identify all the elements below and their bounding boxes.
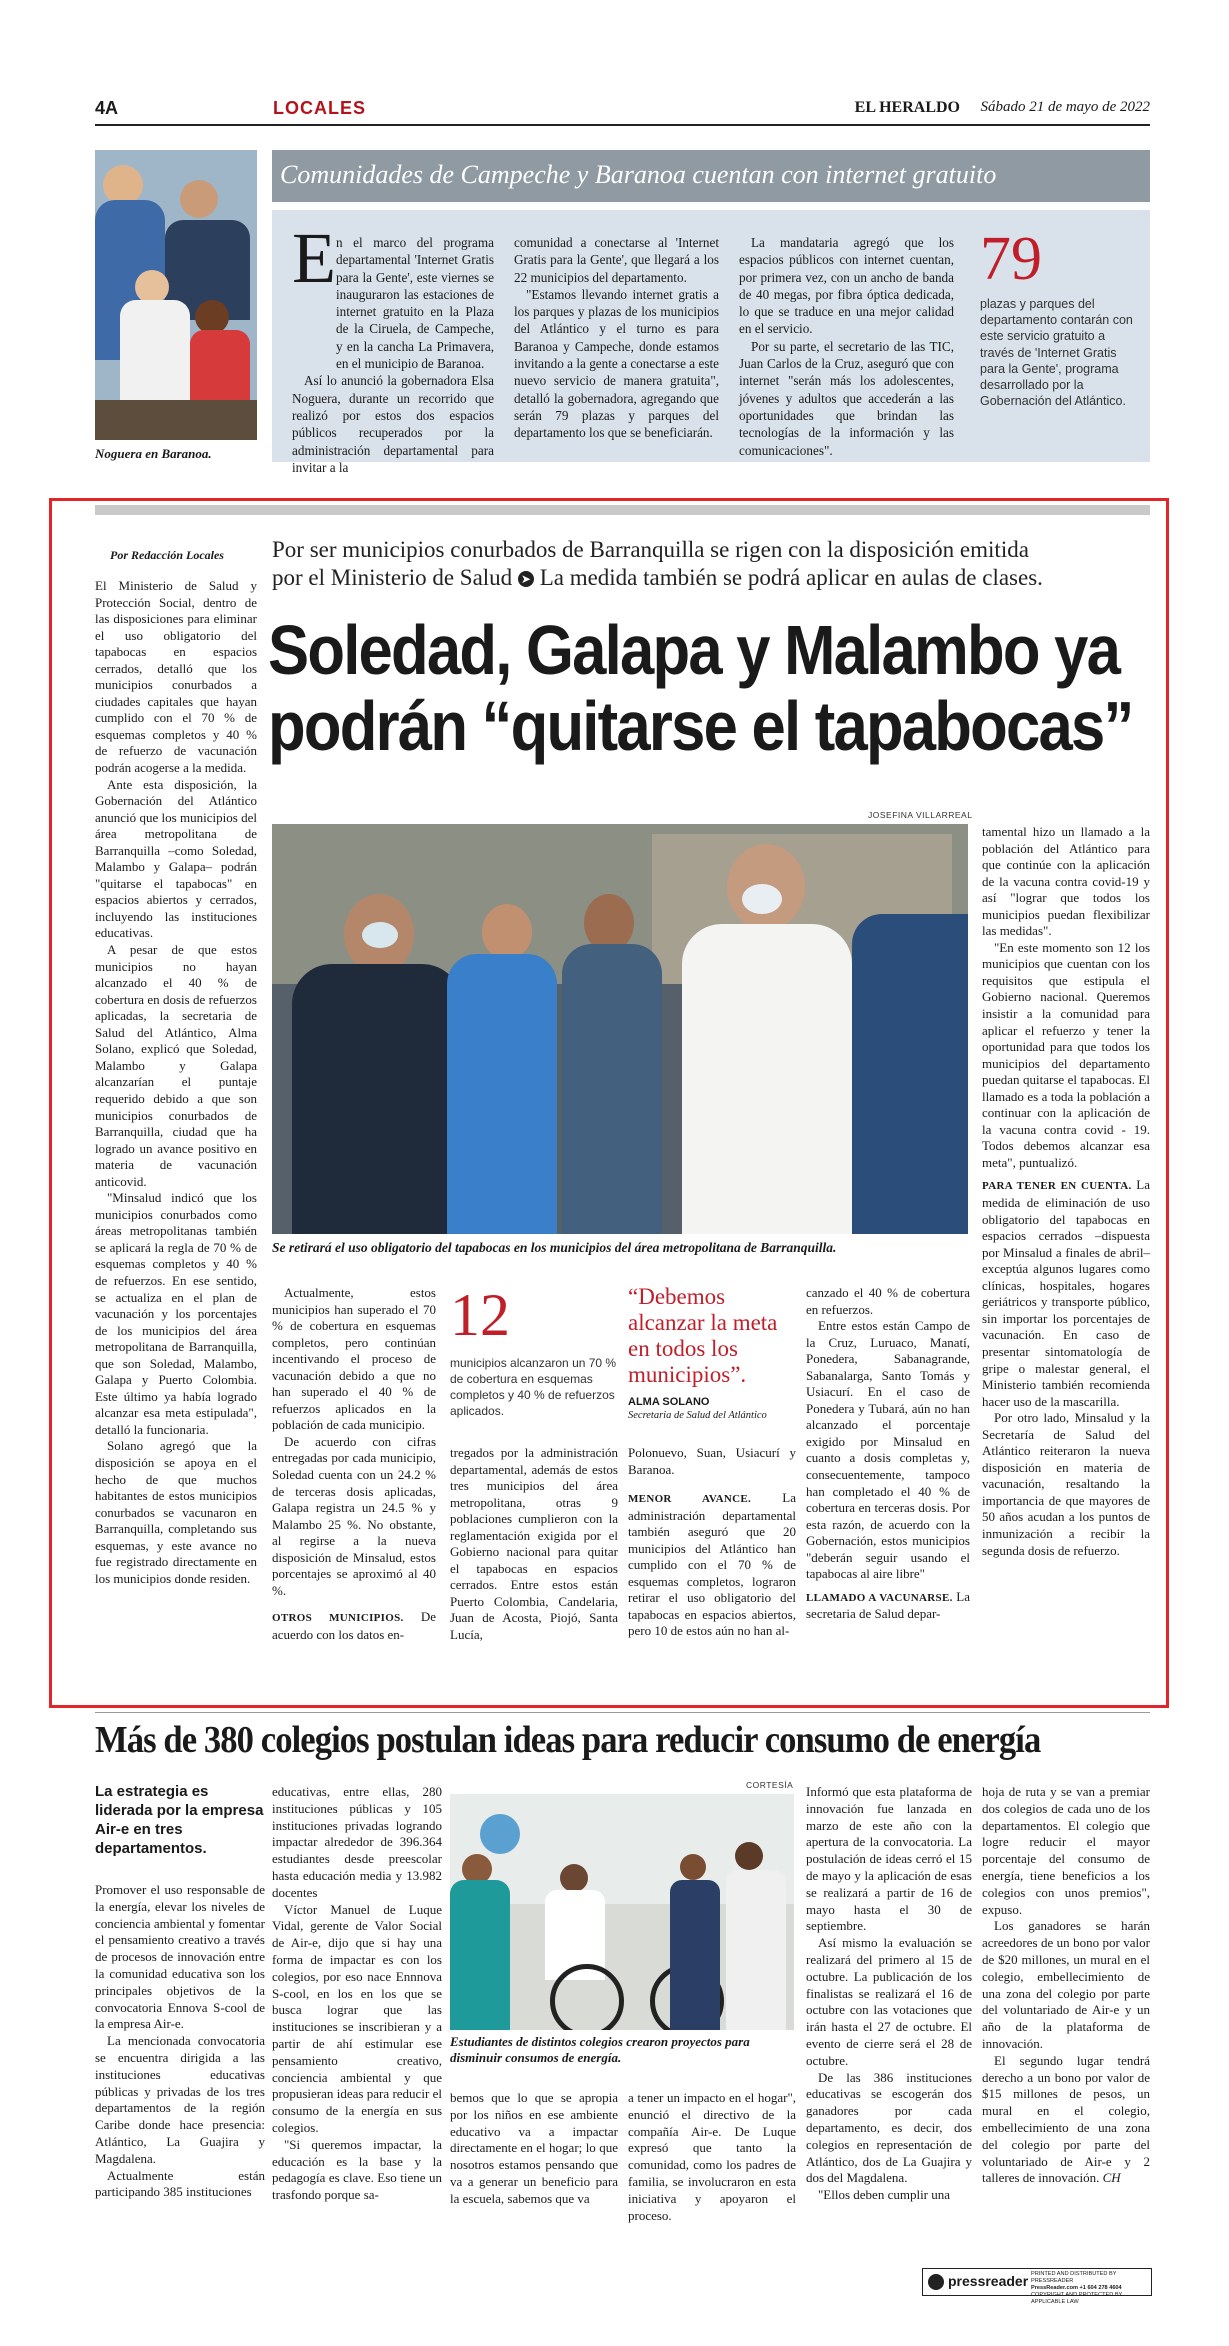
- subhead: LLAMADO A VACUNARSE.: [806, 1591, 953, 1604]
- paragraph: Por otro lado, Minsalud y la Secretaría de Salud del Atlántico reiteraron la nueva disposición en materia de vacunación, resaltando la importancia de que mayores de 50 años acudan a los puntos de inmunización a recibir la segunda dosis de refuerzo.: [982, 1410, 1150, 1558]
- paragraph: La mencionada convocatoria se encuentra dirigida a las instituciones educativas públicas y privadas de los tres departamentos de la región Caribe donde hace presencia: Atlántico, La Guajira y Magdalena.: [95, 2033, 265, 2166]
- kicker-line-1: Por ser municipios conurbados de Barranquilla se rigen con la disposición emitida: [272, 537, 1029, 562]
- students-bicycle-photo: [450, 1794, 794, 2030]
- baranoa-photo: [95, 150, 257, 440]
- paragraph: comunidad a conectarse al 'Internet Gratis para la Gente', que llegará a los 22 municipios del departamento.: [514, 235, 719, 285]
- main-mid-col-3: [628, 1445, 796, 1640]
- main-headline-line-2: podrán “quitarse el tapabocas”: [268, 687, 1133, 765]
- footer-fine-print-3: COPYRIGHT AND PROTECTED BY APPLICABLE LAW: [1031, 2292, 1123, 2305]
- subhead: MENOR AVANCE.: [628, 1493, 752, 1506]
- main-stat-number: 12: [450, 1282, 510, 1348]
- paragraph-text: La medida de eliminación de uso obligatorio del tapabocas en espacios cerrados –dispuesta por Minsalud a finales de abril– exceptúa algunos lugares como clínicas, hospitales, hogares geriátricos y transporte público, sin importar los porcentajes de vacunación. En caso de presentar sintomatología de gripe o malestar general, el Ministerio también recomienda hacer uso de la mascarilla.: [982, 1177, 1150, 1409]
- paragraph: "En este momento son 12 los municipios que cuentan con los requisitos que estipula el Gobierno nacional. Queremos insistir a la comunidad para aplicar el refuerzo y tener la oportunidad para que todos los municipios del departamento puedan quitarse el tapabocas. El llamado es a toda la población a continuar con la aplicación de la vacuna contra covid - 19. Todos debemos alcanzar esa meta", puntualizó.: [982, 939, 1150, 1170]
- top-story-banner: [272, 150, 1150, 202]
- top-stat-number: 79: [980, 225, 1042, 293]
- paragraph: [982, 2053, 1150, 2187]
- pressreader-logo-icon: [928, 2274, 944, 2290]
- footer-fine-print-1: PRINTED AND DISTRIBUTED BY PRESSREADER: [1031, 2271, 1117, 2284]
- paragraph: Víctor Manuel de Luque Vidal, gerente de Valor Social de Air-e, dijo que si hay una forma de impactar es con los colegios, por eso nace Ennnova S-cool, en los en los que se busca lograr que las instituciones se inscribieran y a partir de ahí estimular ese pensamiento creativo, conciencia ambiental y que propusieran ideas para reducir el consumo de la energía en sus colegios.: [272, 1901, 442, 2135]
- paragraph: canzado el 40 % de cobertura en refuerzos.: [806, 1285, 970, 1317]
- paragraph: [628, 1490, 796, 1640]
- bottom-col-4: [628, 2090, 796, 2224]
- paragraph: [806, 1589, 970, 1623]
- paragraph: La mandataria agregó que los espacios públicos con internet cuentan, por primera vez, con un ancho de banda de 40 megas, por fibra óptica dedicada, lo que se traduce en una mejor calidad en el servicio.: [739, 235, 954, 337]
- pull-quote: “Debemos alcanzar la meta en todos los municipios”.: [628, 1284, 778, 1387]
- main-story-rule: [95, 505, 1150, 515]
- paragraph: Así mismo la evaluación se realizará del primero al 15 de octubre. La publicación de los finalistas se realizará el 16 de octubre con las votaciones que irán hasta el 27 de octubre. El evento de cierre será el 28 de octubre.: [806, 1935, 972, 2068]
- drop-cap: E: [292, 218, 336, 298]
- paragraph: Polonuevo, Suan, Usiacurí y Baranoa.: [628, 1445, 796, 1477]
- main-headline: [268, 611, 1133, 765]
- bottom-photo-caption: Estudiantes de distintos colegios crearon proyectos para disminuir consumos de energía.: [450, 2034, 750, 2065]
- page-number: 4A: [95, 98, 119, 118]
- paragraph: Por su parte, el secretario de las TIC, Juan Carlos de la Cruz, aseguró que con internet "serán más los adolescentes, jóvenes y adultos que accederán a las oportunidades que brindan las tecnologías de la información y las comunicaciones".: [739, 338, 954, 458]
- bottom-rule: [95, 1712, 1150, 1713]
- top-stat-text: plazas y parques del departamento contarán con este servicio gratuito a través de 'Internet Gratis para la Gente', programa desarrollado por la Gobernación del Atlántico.: [980, 297, 1133, 409]
- top-col-1: [292, 234, 494, 476]
- paragraph: "Minsalud indicó que los municipios conurbados como áreas metropolitanas también se aplicará la regla de 70 % de esquemas completos y 40 % de refuerzos. En ese sentido, se actualiza en el plan de vacunación y los porcentajes de los municipios del área metropolitana de Barranquilla, que son Soledad, Malambo, Galapa y Puerto Colombia. Este último ya había logrado alcanzar esa meta estipulada", detalló la funcionaria.: [95, 1190, 257, 1437]
- paragraph: tamental hizo un llamado a la población del Atlántico para que continúe con la aplicación de la vacuna contra covid-19 y así "lograr que todos los municipios puedan flexibilizar las medidas".: [982, 824, 1150, 939]
- bottom-photo-credit: CORTESÍA: [746, 1780, 794, 1790]
- kicker-line-2: por el Ministerio de Salud: [272, 565, 513, 590]
- bottom-lede: La estrategia es liderada por la empresa Air-e en tres departamentos.: [95, 1783, 264, 1857]
- pressreader-footer: [922, 2268, 1152, 2305]
- issue-date: Sábado 21 de mayo de 2022: [980, 99, 1150, 115]
- main-left-col: [95, 578, 257, 1587]
- paragraph: Así lo anunció la gobernadora Elsa Noguera, durante un recorrido que realizó por estos dos espacios públicos recuperados por la administración departamental para invitar a la: [292, 373, 494, 475]
- main-mid-col-2: [450, 1445, 618, 1644]
- bottom-col-3: [450, 2090, 618, 2208]
- top-photo-caption: Noguera en Baranoa.: [95, 446, 212, 461]
- paragraph: n el marco del programa departamental 'Internet Gratis para la Gente', este viernes se inauguraron las estaciones de internet gratuito en la Plaza de la Ciruela, de Campeche, y en la cancha La Primavera, en el municipio de Baranoa.: [336, 235, 494, 372]
- bottom-col-2: [272, 1784, 442, 2204]
- paragraph: bemos que lo que se apropia por los niños en ese ambiente educativo va a impactar directamente en el hogar; lo que nosotros estamos pensando que va a generar un beneficio para la escuela, sabemos que va: [450, 2090, 618, 2206]
- subhead: OTROS MUNICIPIOS.: [272, 1612, 404, 1625]
- paragraph: "Ellos deben cumplir una: [818, 2187, 951, 2203]
- page-header: [95, 96, 1150, 126]
- main-headline-line-1: Soledad, Galapa y Malambo ya: [268, 611, 1120, 689]
- byline: Por Redacción Locales: [110, 548, 224, 562]
- paragraph: Informó que esta plataforma de innovación fue lanzada en marzo de este año con la apertura de la convocatoria. La postulación de ideas cerró el 15 de mayo y la aplicación de esas se realizará a partir de 16 de mayo hasta el 30 de septiembre.: [806, 1784, 972, 1934]
- main-right-col: [982, 824, 1150, 1559]
- subhead: PARA TENER EN CUENTA.: [982, 1180, 1132, 1193]
- author-initials: CH: [1102, 2170, 1121, 2186]
- paragraph-text: El segundo lugar tendrá derecho a un bono por valor de $15 millones de pesos, un mural en el colegio, embellecimiento de una zona del colegio por parte del voluntariado de Air-e y 2 talleres de innovación.: [982, 2052, 1150, 2186]
- main-stat-text: municipios alcanzaron un 70 % de cobertura en esquemas completos y 40 % de refuerzos aplicados.: [450, 1356, 617, 1418]
- paragraph: De las 386 instituciones educativas se escogerán dos ganadores por cada departamento, es decir, dos colegios en representación de Atlántico, dos de La Guajira y dos del Magdalena.: [806, 2069, 972, 2186]
- paragraph: Actualmente, estos municipios han superado el 70 % de cobertura en esquemas completos, pero continúan incentivando el proceso de vacunación debido a que no han superado el 40 % de refuerzos aplicados en la población de cada municipio.: [272, 1285, 436, 1433]
- pressreader-brand: pressreader: [948, 2273, 1029, 2289]
- main-photo-credit: JOSEFINA VILLARREAL: [868, 810, 973, 820]
- arrow-circle-icon: ➤: [518, 571, 534, 587]
- bottom-col-6: [982, 1784, 1150, 2187]
- paragraph: "Si queremos impactar, la educación es la base y la pedagogía es clave. Eso tiene un trasfondo porque sa-: [272, 2136, 442, 2203]
- main-mid-col-4: [806, 1285, 970, 1623]
- paragraph: Ante esta disposición, la Gobernación del Atlántico anunció que los municipios del área metropolitana de Barranquilla –como Soledad, Malambo y Galapa– podrán "quitarse el tapabocas" en espacios abiertos y cerrados, incluyendo las instituciones educativas.: [95, 776, 257, 941]
- paragraph-text: La administración departamental también aseguró que 20 municipios del Atlántico han cumplido con el 70 % de esquemas completos, lograron retirar el uso obligatorio del tapabocas en espacios abiertos, pero 10 de estos aún no han al-: [628, 1490, 796, 1639]
- mask-crowd-photo: [272, 824, 968, 1234]
- paragraph: educativas, entre ellas, 280 instituciones públicas y 105 instituciones privadas logrando impactar alrededor de 396.364 estudiantes desde preescolar hasta educación media y 13.982 docentes: [272, 1784, 442, 1900]
- paragraph: Solano agregó que la disposición se apoya en el hecho de que muchos habitantes de estos municipios conurbados se vacunaron en Barranquilla, completando sus esquemas, y este avance no fue registrado directamente en los municipios donde residen.: [95, 1438, 257, 1586]
- paragraph: hoja de ruta y se van a premiar dos colegios de cada uno de los departamentos. El colegio que logre reducir el mayor porcentaje del consumo de energía, tiene beneficios a los colegios con unos premios", expuso.: [982, 1784, 1150, 1917]
- paragraph: El Ministerio de Salud y Protección Social, dentro de las disposiciones para eliminar el uso obligatorio del tapabocas en espacios cerrados, detalló que los municipios conurbados a ciudades capitales que hayan cumplido con el 70 % de esquemas completos y 40 % de refuerzo de vacunación podrán acogerse a la medida.: [95, 578, 257, 776]
- paragraph-text: La secretaria de Salud depar-: [806, 1588, 970, 1622]
- top-col-2: [514, 234, 719, 442]
- bottom-col-1: [95, 1882, 265, 2201]
- paragraph: tregados por la administración departamental, además de estos tres municipios del área metropolitana, otras 9 poblaciones cumplieron con la reglamentación exigida por el Gobierno nacional para quitar el tapabocas en espacios cerrados. Entre estos están Puerto Colombia, Candelaria, Juan de Acosta, Piojó, Santa Lucía,: [450, 1445, 618, 1643]
- paragraph: A pesar de que estos municipios no hayan alcanzado el 40 % de cobertura en dosis de refuerzos aplicadas, la secretaria de Salud del Atlántico, Alma Solano, explicó que Soledad, Malambo y Galapa alcanzarían el puntaje requerido debido a que son municipios conurbados de Barranquilla, ciudad que ha logrado un avance positivo en materia de vacunación anticovid.: [95, 942, 257, 1189]
- pull-quote-name: ALMA SOLANO: [628, 1396, 710, 1408]
- top-col-3: [739, 234, 954, 459]
- kicker: [272, 536, 1152, 592]
- paragraph: [272, 1609, 436, 1643]
- paragraph: Los ganadores se harán acreedores de un bono por valor de $20 millones, un mural en el colegio, embellecimiento de una zona del colegio por parte del voluntariado de Air-e y un año de la plataforma de innovación.: [982, 1918, 1150, 2051]
- main-mid-col-1: [272, 1285, 436, 1643]
- kicker-line-3: La medida también se podrá aplicar en aulas de clases.: [539, 565, 1043, 590]
- paragraph: Entre estos están Campo de la Cruz, Luruaco, Manatí, Ponedera, Sabanagrande, Sabanalarga, Santo Tomás y Usiacurí. En el caso de Ponedera y Tubará, aún no han alcanzado el porcentaje exigido por Minsalud en cuanto a dosis completas y, consecuentemente, tampoco han completado el 40 % de cobertura en terceras dosis. Por esta razón, de acuerdo con la Gobernación, estos municipios "deberán seguir usando el tapabocas al aire libre": [806, 1318, 970, 1582]
- paragraph: a tener un impacto en el hogar", enunció el directivo de la compañía Air-e. De Luque expresó que tanto la comunidad, como los padres de familia, se involucraron en esta iniciativa y apoyaron el proceso.: [628, 2090, 796, 2223]
- paragraph: "Estamos llevando internet gratis a los parques y plazas de los municipios del Atlántico y el turno es para Baranoa y Campeche, donde estamos invitando a la gente a conectarse a este nuevo servicio de manera gratuita", detalló la gobernadora, agregando que serán 79 plazas y parques del departamento los que se beneficiarán.: [514, 286, 719, 441]
- paragraph: Actualmente están participando 385 instituciones: [95, 2167, 265, 2200]
- paragraph-text: De acuerdo con los datos en-: [272, 1609, 437, 1642]
- main-photo-caption: Se retirará el uso obligatorio del tapabocas en los municipios del área metropolitana de Barranquilla.: [272, 1240, 837, 1255]
- bottom-headline: Más de 380 colegios postulan ideas para reducir consumo de energía: [95, 1719, 1041, 1761]
- paragraph: Promover el uso responsable de la energía, elevar los niveles de conciencia ambiental y fomentar el pensamiento creativo a través de procesos de innovación entre la comunidad educativa son los principales objetivos de la convocatoria Ennova S-cool de la empresa Air-e.: [95, 1882, 266, 2032]
- paragraph: De acuerdo con cifras entregadas por cada municipio, Soledad cuenta con un 24.2 % de terceras dosis aplicadas, Galapa registra un 24.5 % y Malambo 25 %. No obstante, al regirse a la nueva disposición de Minsalud, estos porcentajes se aproximó al 40 %.: [272, 1433, 436, 1598]
- top-story-headline: Comunidades de Campeche y Baranoa cuentan con internet gratuito: [280, 160, 997, 189]
- pull-quote-role: Secretaria de Salud del Atlántico: [628, 1410, 767, 1421]
- footer-fine-print-2: PressReader.com +1 604 278 4604: [1031, 2285, 1122, 2291]
- bottom-col-5: [806, 1784, 972, 2204]
- paragraph: [982, 1177, 1150, 1410]
- newspaper-name: EL HERALDO: [854, 99, 960, 116]
- section-name: LOCALES: [273, 98, 367, 118]
